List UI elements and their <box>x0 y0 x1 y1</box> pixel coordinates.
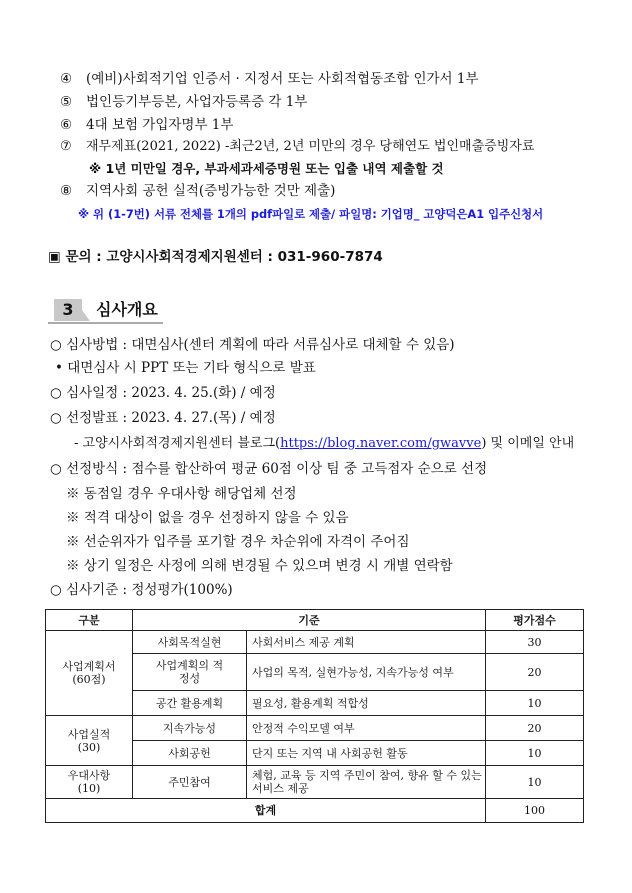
item-cell: 사회공헌 <box>133 741 247 766</box>
note-schedule-change: ※ 상기 일정은 사정에 의해 변경될 수 있으며 변경 시 개별 연락함 <box>66 558 453 574</box>
table-row <box>46 766 584 799</box>
total-label: 합계 <box>46 799 486 823</box>
selection-announcement: ○ 선정발표 : 2023. 4. 27.(목) / 예정 <box>50 410 276 426</box>
section-header <box>48 298 163 322</box>
group-cell: 우대사항 (10) <box>46 766 133 799</box>
contact-line: ▣ 문의 : 고양시사회적경제지원센터 : 031-960-7874 <box>48 249 383 265</box>
doc-item-4: ④ (예비)사회적기업 인증서 · 지정서 또는 사회적협동조합 인가서 1부 <box>60 71 479 87</box>
score-cell: 10 <box>486 741 584 766</box>
header-score: 평가점수 <box>486 610 584 631</box>
desc-cell: 사업의 목적, 실현가능성, 지속가능성 여부 <box>247 654 486 691</box>
review-method-sub: • 대면심사 시 PPT 또는 기타 형식으로 발표 <box>55 360 316 376</box>
review-schedule: ○ 심사일정 : 2023. 4. 25.(화) / 예정 <box>50 385 276 401</box>
total-score: 100 <box>486 799 584 823</box>
header-criteria: 기준 <box>133 610 486 631</box>
doc-item-8: ⑧ 지역사회 공헌 실적(증빙가능한 것만 제출) <box>60 183 336 199</box>
criteria-table <box>45 609 584 823</box>
desc-cell: 안정적 수익모델 여부 <box>247 716 486 741</box>
group-cell: 사업실적 (30) <box>46 716 133 766</box>
doc-note-2: ※ 위 (1-7번) 서류 전체를 1개의 pdf파일로 제출/ 파일명: 기업명_ 고양덕은A1 입주신청서 <box>78 207 544 221</box>
item-cell: 주민참여 <box>133 766 247 799</box>
group-cell: 사업계획서 (60점) <box>46 631 133 716</box>
score-cell: 10 <box>486 691 584 716</box>
section-underline <box>48 322 163 324</box>
announcement-channel: - 고양시사회적경제지원센터 블로그(https://blog.naver.com/gwavve) 및 이메일 안내 <box>74 436 575 451</box>
item-cell: 사회목적실현 <box>133 631 247 654</box>
note-tie: ※ 동점일 경우 우대사항 해당업체 선정 <box>66 486 297 502</box>
review-method: ○ 심사방법 : 대면심사(센터 계획에 따라 서류심사로 대체할 수 있음) <box>50 337 455 353</box>
score-cell: 20 <box>486 654 584 691</box>
section-number: 3 <box>54 299 82 321</box>
desc-cell: 필요성, 활용계획 적합성 <box>247 691 486 716</box>
review-criteria: ○ 심사기준 : 정성평가(100%) <box>50 582 233 598</box>
note-no-eligible: ※ 적격 대상이 없을 경우 선정하지 않을 수 있음 <box>66 510 349 526</box>
section-arrow-icon <box>82 310 90 321</box>
desc-cell: 단지 또는 지역 내 사회공헌 활동 <box>247 741 486 766</box>
score-cell: 20 <box>486 716 584 741</box>
desc-cell: 체험, 교육 등 지역 주민이 참여, 향유 할 수 있는 서비스 제공 <box>247 766 486 799</box>
score-cell: 30 <box>486 631 584 654</box>
selection-method: ○ 선정방식 : 점수를 합산하여 평균 60점 이상 팀 중 고득점자 순으로 선정 <box>50 461 488 477</box>
note-forfeit: ※ 선순위자가 입주를 포기할 경우 차순위에 자격이 주어짐 <box>66 534 410 550</box>
item-cell: 공간 활용계획 <box>133 691 247 716</box>
section-title: 심사개요 <box>96 300 158 319</box>
table-row <box>46 716 584 741</box>
score-cell: 10 <box>486 766 584 799</box>
doc-item-6: ⑥ 4대 보험 가입자명부 1부 <box>60 117 234 133</box>
doc-item-5: ⑤ 법인등기부등본, 사업자등록증 각 1부 <box>60 94 308 110</box>
blog-link[interactable]: https://blog.naver.com/gwavve <box>280 436 482 451</box>
header-category: 구분 <box>46 610 133 631</box>
doc-item-7: ⑦ 재무제표(2021, 2022) -최근2년, 2년 미만의 경우 당해연도 법인매출증빙자료 <box>60 139 535 154</box>
table-total-row <box>46 799 584 823</box>
item-cell: 지속가능성 <box>133 716 247 741</box>
item-cell: 사업계획의 적정성 <box>133 654 247 691</box>
desc-cell: 사회서비스 제공 계획 <box>247 631 486 654</box>
doc-note-1: ※ 1년 미만일 경우, 부과세과세증명원 또는 입출 내역 제출할 것 <box>89 161 444 176</box>
table-row <box>46 631 584 654</box>
table-header-row <box>46 610 584 631</box>
